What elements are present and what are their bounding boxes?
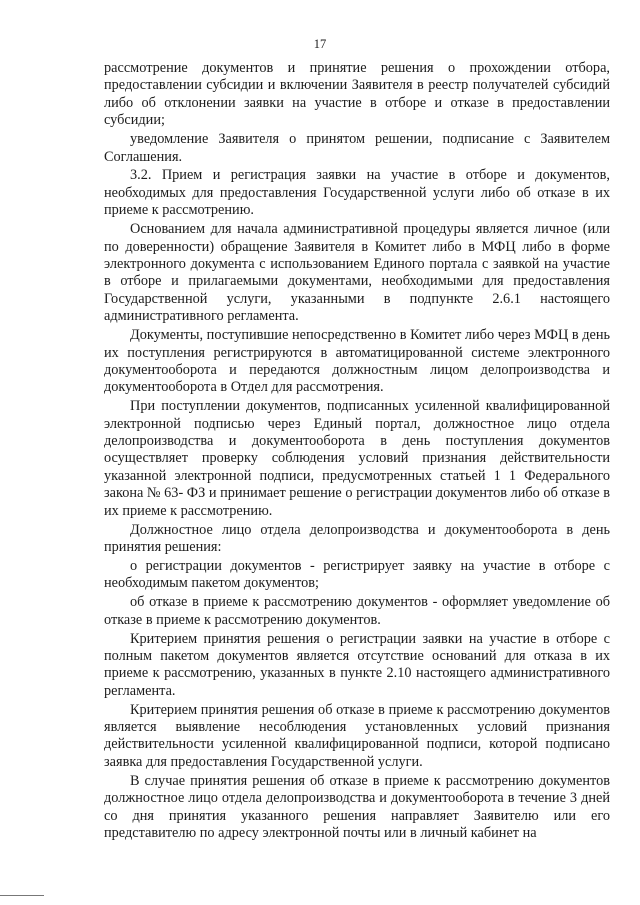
paragraph-11: Критерием принятия решения об отказе в приеме к рассмотрению документов является выявление несоблюдения установленных условий признания действительности усиленной квалифицированной подписи, которой подписано заявка для предоставления Государственной услуги. — [104, 701, 610, 770]
paragraph-6: При поступлении документов, подписанных усиленной квалифицированной электронной подписью через Единый портал, должностное лицо отдела делопроизводства и документооборота в день поступления документов осуществляет проверку соблюдения условий признания действительности указанной электронной подписи, предусмотренных статьей 1 1 Федерального закона № 63- ФЗ и принимает решение о регистрации документов либо об отказе в их приеме к рассмотрению. — [104, 398, 610, 519]
paragraph-4: Основанием для начала административной процедуры является личное (или по доверенности) обращение Заявителя в Комитет либо в МФЦ либо в форме электронного документа с использованием Единого портала с заявкой на участие в отборе и прилагаемыми документами, необходимыми для предоставления Государственной услуги, указанными в подпункте 2.6.1 настоящего административного регламента. — [104, 221, 610, 325]
paragraph-1: рассмотрение документов и принятие решения о прохождении отбора, предоставлении субсидии и включении Заявителя в реестр получателей субсидий либо об отклонении заявки на участие в отборе и отказе в предоставлении субсидии; — [104, 60, 610, 129]
paragraph-9: об отказе в приеме к рассмотрению документов - оформляет уведомление об отказе в приеме к рассмотрению документов. — [104, 594, 610, 628]
document-body — [104, 60, 610, 842]
paragraph-8: о регистрации документов - регистрирует заявку на участие в отборе с необходимым пакетом документов; — [104, 557, 610, 592]
paragraph-3-section-heading: 3.2. Прием и регистрация заявки на участие в отборе и документов, необходимых для предоставления Государственной услуги либо об отказе в их приеме к рассмотрению. — [104, 167, 610, 219]
scan-edge-line — [0, 895, 44, 896]
page-number: 17 — [313, 37, 327, 51]
paragraph-5: Документы, поступившие непосредственно в Комитет либо через МФЦ в день их поступления регистрируются в автоматицированной системе электронного документооборота и передаются должностным лицом делопроизводства и документооборота в Отдел для рассмотрения. — [104, 327, 610, 396]
paragraph-10: Критерием принятия решения о регистрации заявки на участие в отборе с полным пакетом документов является отсутствие оснований для отказа в их приеме к рассмотрению, указанных в пункте 2.10 настоящего административного регламента. — [104, 630, 610, 699]
paragraph-12: В случае принятия решения об отказе в приеме к рассмотрению документов должностное лицо отдела делопроизводства и документооборота в течение 3 дней со дня принятия указанного решения направляет Заявителю или его представителю по адресу электронной почты или в личный кабинет на — [104, 772, 610, 841]
paragraph-7: Должностное лицо отдела делопроизводства и документооборота в день принятия решения: — [104, 521, 610, 555]
paragraph-2: уведомление Заявителя о принятом решении, подписание с Заявителем Соглашения. — [104, 131, 610, 165]
